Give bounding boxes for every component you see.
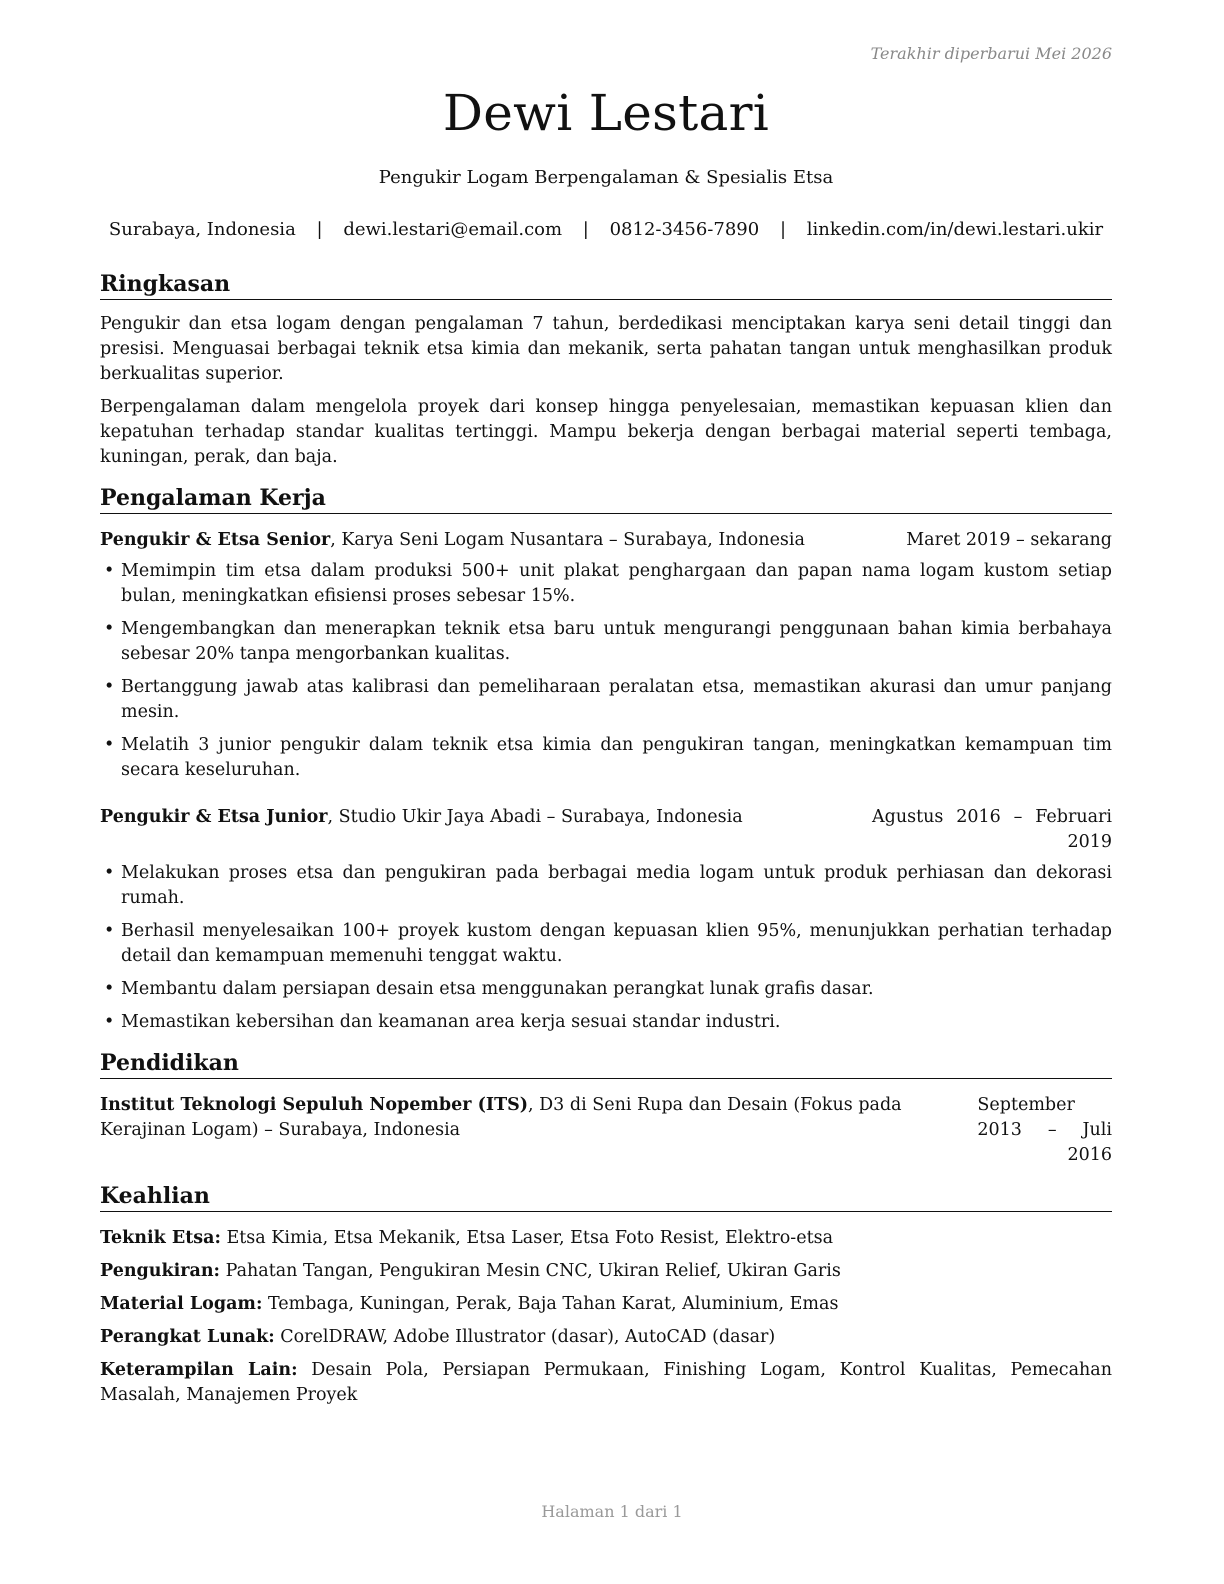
contact-line xyxy=(100,219,1112,240)
skill-value: Desain Pola, Persiapan Permukaan, Finishing Logam, Kontrol Kualitas, Pemecahan Masalah, Manajemen Proyek xyxy=(100,1360,1113,1405)
bullet-icon: • xyxy=(104,979,115,999)
contact-separator: | xyxy=(316,219,323,240)
bullet-icon: • xyxy=(104,921,115,941)
education-dates: September 2013 – Juli 2016 xyxy=(977,1095,1112,1165)
bullet-icon: • xyxy=(104,863,115,883)
skills-section xyxy=(100,1182,1112,1408)
skill-value: Pahatan Tangan, Pengukiran Mesin CNC, Ukiran Relief, Ukiran Garis xyxy=(220,1261,841,1281)
contact-separator: | xyxy=(582,219,589,240)
section-title-experience: Pengalaman Kerja xyxy=(100,484,1112,514)
resume-content xyxy=(100,270,1112,1422)
section-title-education: Pendidikan xyxy=(100,1049,1112,1079)
skill-line xyxy=(100,1325,1112,1350)
job-role: Pengukir & Etsa Junior xyxy=(100,807,328,827)
job-entry xyxy=(100,805,1112,1035)
skill-value: Tembaga, Kuningan, Perak, Baja Tahan Karat, Aluminium, Emas xyxy=(262,1294,839,1314)
list-item: • Mengembangkan dan menerapkan teknik etsa baru untuk mengurangi penggunaan bahan kimia berbahaya sebesar 20% tanpa mengorbankan kualitas. xyxy=(104,619,1112,664)
last-updated: Terakhir diperbarui Mei 2026 xyxy=(870,44,1112,63)
bullet-icon: • xyxy=(104,1012,115,1032)
summary-paragraph: Berpengalaman dalam mengelola proyek dari konsep hingga penyelesaian, memastikan kepuasan klien dan kepatuhan terhadap standar kualitas tertinggi. Mampu bekerja dengan berbagai material seperti tembaga, kuningan, perak, dan baja. xyxy=(100,397,1112,467)
contact-linkedin[interactable]: linkedin.com/in/dewi.lestari.ukir xyxy=(806,219,1104,240)
job-dates: Maret 2019 – sekarang xyxy=(906,530,1112,550)
contact-separator: | xyxy=(779,219,787,240)
candidate-tagline: Pengukir Logam Berpengalaman & Spesialis Etsa xyxy=(378,167,834,188)
education-section xyxy=(100,1049,1112,1168)
bullet-icon: • xyxy=(104,677,115,697)
list-item: • Memimpin tim etsa dalam produksi 500+ unit plakat penghargaan dan papan nama logam kustom setiap bulan, meningkatkan efisiensi proses sebesar 15%. xyxy=(104,561,1112,606)
skill-label: Material Logam: xyxy=(100,1294,263,1314)
contact-location: Surabaya, Indonesia xyxy=(108,219,296,240)
candidate-name: Dewi Lestari xyxy=(442,84,770,142)
section-title-skills: Keahlian xyxy=(100,1182,1112,1212)
job-bullet-list xyxy=(100,861,1112,1035)
bullet-icon: • xyxy=(104,561,115,581)
education-school: Institut Teknologi Sepuluh Nopember (ITS) xyxy=(100,1095,529,1115)
job-bullet-list xyxy=(100,559,1112,783)
bullet-icon: • xyxy=(104,619,115,639)
list-item: • Bertanggung jawab atas kalibrasi dan pemeliharaan peralatan etsa, memastikan akurasi dan umur panjang mesin. xyxy=(104,677,1112,722)
page-number: Halaman 1 dari 1 xyxy=(541,1502,683,1521)
skill-line xyxy=(100,1259,1112,1284)
job-organization: , Studio Ukir Jaya Abadi – Surabaya, Indonesia xyxy=(327,807,743,827)
skill-label: Keterampilan Lain: xyxy=(100,1360,298,1380)
list-item: • Berhasil menyelesaikan 100+ proyek kustom dengan kepuasan klien 95%, menunjukkan perhatian terhadap detail dan kemampuan memenuhi tenggat waktu. xyxy=(104,921,1112,966)
contact-phone: 0812-3456-7890 xyxy=(609,219,760,240)
job-organization: , Karya Seni Logam Nusantara – Surabaya, Indonesia xyxy=(330,530,805,550)
list-item: • Memastikan kebersihan dan keamanan area kerja sesuai standar industri. xyxy=(100,1010,1112,1035)
education-detail: , D3 di Seni Rupa dan Desain (Fokus pada Kerajinan Logam) – Surabaya, Indonesia xyxy=(100,1095,902,1140)
skill-label: Perangkat Lunak: xyxy=(100,1327,275,1347)
skill-label: Teknik Etsa: xyxy=(100,1228,221,1248)
section-title-summary: Ringkasan xyxy=(100,270,1112,300)
education-entry xyxy=(100,1093,1112,1168)
bullet-icon: • xyxy=(104,735,115,755)
skill-value: Etsa Kimia, Etsa Mekanik, Etsa Laser, Etsa Foto Resist, Elektro-etsa xyxy=(220,1228,834,1248)
skill-label: Pengukiran: xyxy=(100,1261,221,1281)
job-dates: Agustus 2016 – Februari 2019 xyxy=(872,807,1112,852)
job-entry xyxy=(100,528,1112,783)
job-header xyxy=(100,528,1112,553)
list-item: • Membantu dalam persiapan desain etsa menggunakan perangkat lunak grafis dasar. xyxy=(100,977,1112,1002)
skill-line xyxy=(100,1292,1112,1317)
job-role: Pengukir & Etsa Senior xyxy=(100,530,331,550)
job-header xyxy=(100,805,1112,855)
skill-line xyxy=(100,1226,1112,1251)
list-item: • Melatih 3 junior pengukir dalam teknik etsa kimia dan pengukiran tangan, meningkatkan kemampuan tim secara keseluruhan. xyxy=(104,735,1112,780)
summary-section xyxy=(100,270,1112,470)
summary-paragraph: Pengukir dan etsa logam dengan pengalaman 7 tahun, berdedikasi menciptakan karya seni detail tinggi dan presisi. Menguasai berbagai teknik etsa kimia dan mekanik, serta pahatan tangan untuk menghasilkan produk berkualitas superior. xyxy=(100,314,1112,384)
contact-email[interactable]: dewi.lestari@email.com xyxy=(343,219,563,240)
list-item: • Melakukan proses etsa dan pengukiran pada berbagai media logam untuk produk perhiasan dan dekorasi rumah. xyxy=(104,863,1112,908)
experience-section xyxy=(100,484,1112,1035)
skill-value: CorelDRAW, Adobe Illustrator (dasar), AutoCAD (dasar) xyxy=(274,1327,776,1347)
skill-line xyxy=(100,1358,1112,1408)
